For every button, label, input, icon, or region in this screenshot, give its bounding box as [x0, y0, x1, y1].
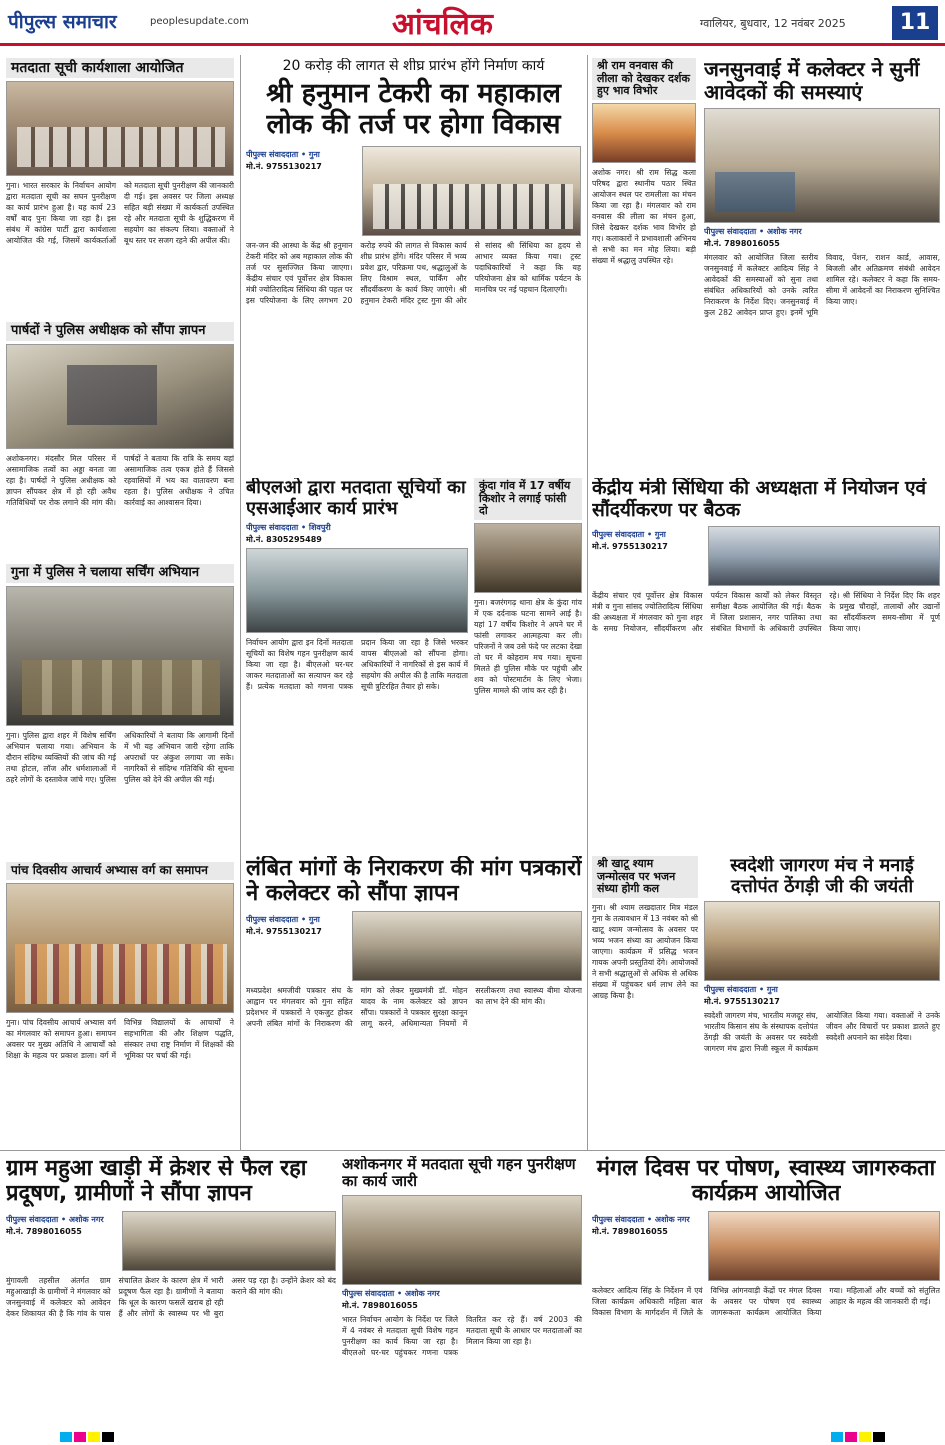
news-photo: [122, 1211, 336, 1271]
reporter-mobile: मो.नं. 7898016055: [342, 1300, 418, 1310]
headline: पार्षदों ने पुलिस अधीक्षक को सौंपा ज्ञापन: [6, 322, 234, 341]
news-photo: [708, 526, 940, 586]
news-photo: [246, 548, 468, 633]
article-body: गुना। बजरंगगढ़ थाना क्षेत्र के कुंदा गांव में एक दर्दनाक घटना सामने आई है। यहां 17 वर्षीय किशोर ने अपने घर में फांसी लगाकर आत्महत्या कर ली। परिजनों ने जब उसे फंदे पर लटका देखा तो घर में कोहराम मच गया। सूचना मिलते ही पुलिस मौके पर पहुंची और शव को पोस्टमार्टम के लिए भेजा। पुलिस मामले की जांच कर रही है।: [474, 597, 582, 695]
article-mahua-khadi: [6, 1156, 336, 1424]
article-jansunwai: [704, 58, 940, 470]
headline: श्री खाटू श्याम जन्मोत्सव पर भजन संध्या होगी कल: [592, 856, 698, 898]
headline: अशोकनगर में मतदाता सूची गहन पुनरीक्षण का कार्य जारी: [342, 1156, 576, 1191]
article-body: गुना। भारत सरकार के निर्वाचन आयोग द्वारा मतदाता सूची का सघन पुनरीक्षण का कार्य प्रारंभ हुआ है। यह कार्य 23 वर्षों बाद पुनः किया जा रहा है। इस संबंध में कांग्रेस पार्टी द्वारा कार्यशाला आयोजित की गई, जिसमें कार्यकर्ताओं को मतदाता सूची पुनरीक्षण की जानकारी दी गई। इस अवसर पर जिला अध्यक्ष सहित बड़ी संख्या में कार्यकर्ता उपस्थित रहे और मतदाता सूची के शुद्धिकरण में सहयोग का संकल्प लिया। वक्ताओं ने बूथ स्तर पर सजग रहने की अपील की।: [6, 181, 234, 246]
reporter-mobile: मो.नं. 9755130217: [592, 541, 668, 551]
article-body: गुना। पांच दिवसीय आचार्य अभ्यास वर्ग का मंगलवार को समापन हुआ। समापन अवसर पर मुख्य अतिथि ने आचार्यों को शिक्षा के महत्व पर प्रकाश डाला। वर्ग में विभिन्न विद्यालयों के आचार्यों ने सहभागिता की और शिक्षण पद्धति, संस्कार तथा राष्ट्र निर्माण में शिक्षकों की भूमिका पर चर्चा की गई।: [6, 1017, 234, 1060]
article-mangal-diwas: [592, 1156, 940, 1424]
article-body: कलेक्टर आदित्य सिंह के निर्देशन में एवं जिला कार्यक्रम अधिकारी महिला बाल विकास विभाग के मार्गदर्शन में जिले के विभिन्न आंगनवाड़ी केंद्रों पर मंगल दिवस के अवसर पर पोषण एवं स्वास्थ्य जागरूकता कार्यक्रम आयोजित किया गया। महिलाओं और बच्चों को संतुलित आहार के महत्व की जानकारी दी गई।: [592, 1285, 940, 1317]
headline: पांच दिवसीय आचार्य अभ्यास वर्ग का समापन: [6, 862, 234, 880]
byline: पीपुल्स संवाददाता • गुना: [246, 914, 320, 924]
news-photo: [704, 108, 940, 223]
byline: पीपुल्स संवाददाता • गुना: [246, 150, 320, 160]
reporter-mobile: मो.नं. 7898016055: [592, 1226, 668, 1236]
article-hanuman-tekri: [246, 58, 581, 463]
article-body: केंद्रीय संचार एवं पूर्वोत्तर क्षेत्र विकास मंत्री व गुना सांसद ज्योतिरादित्य सिंधिया की अध्यक्षता में मंगलवार को गुना शहर के समग्र नियोजन, सौंदर्यीकरण और पर्यटन विकास कार्यों को लेकर विस्तृत समीक्षा बैठक आयोजित की गई। बैठक में जिला प्रशासन, नगर पालिका तथा संबंधित विभागों के अधिकारी उपस्थित रहे। श्री सिंधिया ने निर्देश दिए कि शहर के प्रमुख चौराहों, तालाबों और उद्यानों का सौंदर्यीकरण समय-सीमा में पूर्ण किया जाए।: [592, 590, 940, 633]
article-body: अशोकनगर। मंदसौर मिल परिसर में असामाजिक तत्वों का अड्डा बनता जा रहा है। पार्षदों ने पुलिस अधीक्षक को ज्ञापन सौंपकर क्षेत्र में हो रही अवैध गतिविधियों पर रोक लगाने की मांग की। पार्षदों ने बताया कि रात्रि के समय यहां असामाजिक तत्व एकत्र होते हैं जिससे रहवासियों में भय का वातावरण बना रहता है। पुलिस अधीक्षक ने उचित कार्रवाई का आश्वासन दिया।: [6, 453, 234, 507]
reporter-mobile: मो.नं. 9755130217: [246, 926, 322, 936]
print-registration-bar: [0, 1428, 945, 1445]
byline: पीपुल्स संवाददाता • अशोक नगर: [342, 1288, 440, 1298]
article-body: भारत निर्वाचन आयोग के निर्देश पर जिले में 4 नवंबर से मतदाता सूची विशेष गहन पुनरीक्षण का कार्य किया जा रहा है। बीएलओ घर-घर पहुंचकर गणना पत्रक वितरित कर रहे हैं। वर्ष 2003 की मतदाता सूची के आधार पर मतदाताओं का मिलान किया जा रहा है।: [342, 1314, 582, 1357]
headline: श्री हनुमान टेकरी का महाकाल लोक की तर्ज पर होगा विकास: [266, 78, 561, 141]
section-title: आंचलिक: [392, 7, 493, 42]
news-photo: [474, 523, 582, 593]
cmyk-swatches-right: [831, 1432, 885, 1442]
kicker: 20 करोड़ की लागत से शीघ्र प्रारंभ होंगे निर्माण कार्य: [282, 58, 545, 74]
byline: पीपुल्स संवाददाता • अशोक नगर: [704, 227, 802, 236]
reporter-mobile: मो.नं. 8305295489: [246, 535, 322, 545]
website-url[interactable]: peoplesupdate.com: [150, 16, 249, 27]
page-number: 11: [892, 6, 938, 40]
article-acharya-camp: [6, 862, 234, 1147]
newspaper-logo[interactable]: पीपुल्स समाचार: [8, 11, 117, 33]
byline: पीपुल्स संवाददाता • अशोक नगर: [6, 1214, 104, 1224]
article-ramlila: [592, 58, 696, 470]
row-divider: [0, 1150, 945, 1151]
news-photo: [592, 103, 696, 163]
news-photo: [6, 81, 234, 176]
byline: पीपुल्स संवाददाता • गुना: [592, 529, 666, 539]
news-photo: [342, 1195, 582, 1285]
news-photo: [704, 901, 940, 981]
article-body: गुना। श्री श्याम लखदातार मित्र मंडल गुना के तत्वावधान में 13 नवंबर को श्री खाटू श्याम जन्मोत्सव के अवसर पर भव्य भजन संध्या का आयोजन किया जाएगा। कार्यक्रम में प्रसिद्ध भजन गायक अपनी प्रस्तुतियां देंगे। आयोजकों ने सभी श्रद्धालुओं से अधिक से अधिक संख्या में पहुंचकर धर्म लाभ लेने का आग्रह किया है।: [592, 902, 698, 1000]
masthead: [0, 0, 945, 46]
reporter-mobile: मो.नं. 9755130217: [246, 162, 322, 172]
article-kunda-village: [474, 478, 582, 848]
news-photo: [6, 883, 234, 1013]
reporter-mobile: मो.नं. 7898016055: [704, 239, 780, 248]
article-voter-list-workshop: [6, 58, 234, 318]
headline: गुना में पुलिस ने चलाया सर्चिंग अभियान: [6, 564, 234, 583]
article-body: मंगलवार को आयोजित जिला स्तरीय जनसुनवाई में कलेक्टर आदित्य सिंह ने आवेदकों की समस्याओं को सुना तथा संबंधित अधिकारियों को उनके त्वरित निराकरण के निर्देश दिए। जनसुनवाई में कुल 282 आवेदन प्राप्त हुए। इनमें भूमि विवाद, पेंशन, राशन कार्ड, आवास, बिजली और अतिक्रमण संबंधी आवेदन शामिल रहे। कलेक्टर ने कहा कि समय-सीमा में आवेदनों का निराकरण सुनिश्चित किया जाए।: [704, 253, 940, 317]
news-photo: [362, 146, 581, 236]
news-photo: [352, 911, 582, 981]
headline: ग्राम महुआ खाड़ी में क्रेशर से फैल रहा प्रदूषण, ग्रामीणों ने सौंपा ज्ञापन: [6, 1156, 307, 1207]
article-khatu-shyam: [592, 856, 698, 1148]
headline: मतदाता सूची कार्यशाला आयोजित: [6, 58, 234, 78]
byline: पीपुल्स संवाददाता • अशोक नगर: [592, 1214, 690, 1224]
article-blo-sir: [246, 478, 468, 848]
headline: मंगल दिवस पर पोषण, स्वास्थ्य जागरुकता कार्यक्रम आयोजित: [596, 1156, 936, 1207]
article-swadeshi-jagran: [704, 856, 940, 1148]
article-body: जन-जन की आस्था के केंद्र श्री हनुमान टेकरी मंदिर को अब महाकाल लोक की तर्ज पर सुसज्जित किया जाएगा। केंद्रीय संचार एवं पूर्वोत्तर क्षेत्र विकास मंत्री ज्योतिरादित्य सिंधिया की पहल पर इस परियोजना के लिए लगभग 20 करोड़ रुपये की लागत से विकास कार्य शीघ्र प्रारंभ होंगे। मंदिर परिसर में भव्य प्रवेश द्वार, परिक्रमा पथ, श्रद्धालुओं के लिए विश्राम स्थल, पार्किंग और सौंदर्यीकरण के कार्य किए जाएंगे। श्री हनुमान टेकरी मंदिर ट्रस्ट गुना की ओर से सांसद श्री सिंधिया का हृदय से आभार व्यक्त किया गया। ट्रस्ट पदाधिकारियों ने कहा कि यह परियोजना क्षेत्र को धार्मिक पर्यटन के मानचित्र पर नई पहचान दिलाएगी।: [246, 241, 581, 306]
headline: लंबित मांगों के निराकरण की मांग पत्रकारों ने कलेक्टर को सौंपा ज्ञापन: [246, 856, 582, 907]
article-ashoknagar-voter-list: [342, 1156, 582, 1424]
headline: कुंदा गांव में 17 वर्षीय किशोर ने लगाई फांसी दो: [474, 478, 582, 520]
column-divider: [587, 55, 588, 1150]
news-photo: [708, 1211, 940, 1281]
column-divider: [240, 55, 241, 1150]
article-body: मध्यप्रदेश श्रमजीवी पत्रकार संघ के आह्वान पर मंगलवार को गुना सहित प्रदेशभर में पत्रकारों ने एकजुट होकर अपनी लंबित मांगों के निराकरण की मांग को लेकर मुख्यमंत्री डॉ. मोहन यादव के नाम कलेक्टर को ज्ञापन सौंपा। पत्रकारों ने पत्रकार सुरक्षा कानून लागू करने, अधिमान्यता नियमों में सरलीकरण तथा स्वास्थ्य बीमा योजना का लाभ देने की मांग की।: [246, 985, 582, 1028]
article-councillors-memorandum: [6, 322, 234, 560]
article-body: निर्वाचन आयोग द्वारा इन दिनों मतदाता सूचियों का विशेष गहन पुनरीक्षण कार्य किया जा रहा है। बीएलओ घर-घर जाकर मतदाताओं का सत्यापन कर रहे हैं। प्रत्येक मतदाता को गणना पत्रक प्रदान किया जा रहा है जिसे भरकर वापस बीएलओ को सौंपना होगा। अधिकारियों ने नागरिकों से इस कार्य में सहयोग की अपील की है ताकि मतदाता सूची त्रुटिरहित तैयार हो सके।: [246, 638, 468, 692]
article-journalists-memorandum: [246, 856, 582, 1148]
reporter-mobile: मो.नं. 7898016055: [6, 1226, 82, 1236]
cmyk-swatches-left: [60, 1432, 114, 1442]
article-body: स्वदेशी जागरण मंच, भारतीय मजदूर संघ, भारतीय किसान संघ के संस्थापक दत्तोपंत ठेंगड़ी की जयंती के अवसर पर स्वदेशी जागरण मंच द्वारा निजी स्कूल में कार्यक्रम आयोजित किया गया। वक्ताओं ने उनके जीवन और विचारों पर प्रकाश डालते हुए स्वदेशी अपनाने का संदेश दिया।: [704, 1011, 940, 1054]
headline: केंद्रीय मंत्री सिंधिया की अध्यक्षता में नियोजन एवं सौंदर्यीकरण पर बैठक: [592, 478, 927, 521]
byline: पीपुल्स संवाददाता • शिवपुरी: [246, 523, 331, 533]
headline: श्री राम वनवास की लीला को देखकर दर्शक हुए भाव विभोर: [592, 58, 696, 100]
headline: बीएलओ द्वारा मतदाता सूचियों का एसआईआर कार्य प्रारंभ: [246, 478, 466, 519]
byline: पीपुल्स संवाददाता • गुना: [704, 985, 778, 995]
reporter-mobile: मो.नं. 9755130217: [704, 997, 780, 1007]
news-photo: [6, 586, 234, 726]
headline: जनसुनवाई में कलेक्टर ने सुनीं आवेदकों की समस्याएं: [704, 58, 920, 104]
news-photo: [6, 344, 234, 449]
article-scindia-meeting: [592, 478, 940, 848]
article-police-search: [6, 564, 234, 857]
headline: स्वदेशी जागरण मंच ने मनाई दत्तोपंत ठेंगड़ी जी की जयंती: [730, 856, 914, 897]
article-body: गुना। पुलिस द्वारा शहर में विशेष सर्चिंग अभियान चलाया गया। अभियान के दौरान संदिग्ध व्यक्तियों की जांच की गई तथा होटल, लॉज और धर्मशालाओं में ठहरे लोगों के दस्तावेज जांचे गए। पुलिस अधिकारियों ने बताया कि आगामी दिनों में भी यह अभियान जारी रहेगा ताकि अपराधों पर अंकुश लगाया जा सके। नागरिकों से संदिग्ध गतिविधि की सूचना पुलिस को देने की अपील की गई।: [6, 730, 234, 784]
article-body: अशोक नगर। श्री राम सिद्ध कला परिषद द्वारा स्थानीय पठार स्थित आयोजन स्थल पर रामलीला का मंचन किया जा रहा है। मंगलवार को राम वनवास की लीला का मंचन हुआ, जिसे देखकर दर्शक भाव विभोर हो गए। कलाकारों ने प्रभावशाली अभिनय से सभी का मन मोह लिया। बड़ी संख्या में श्रद्धालु उपस्थित रहे।: [592, 167, 696, 265]
edition-date: ग्वालियर, बुधवार, 12 नवंबर 2025: [700, 17, 846, 30]
article-body: मुंगावली तहसील अंतर्गत ग्राम महुआखाड़ी के ग्रामीणों ने मंगलवार को जनसुनवाई में कलेक्टर को आवेदन देकर शिकायत की है कि गांव के पास संचालित क्रेशर के कारण क्षेत्र में भारी प्रदूषण फैल रहा है। ग्रामीणों ने बताया कि धूल के कारण फसलें खराब हो रही हैं और लोगों के स्वास्थ्य पर भी बुरा असर पड़ रहा है। उन्होंने क्रेशर को बंद कराने की मांग की।: [6, 1275, 336, 1318]
